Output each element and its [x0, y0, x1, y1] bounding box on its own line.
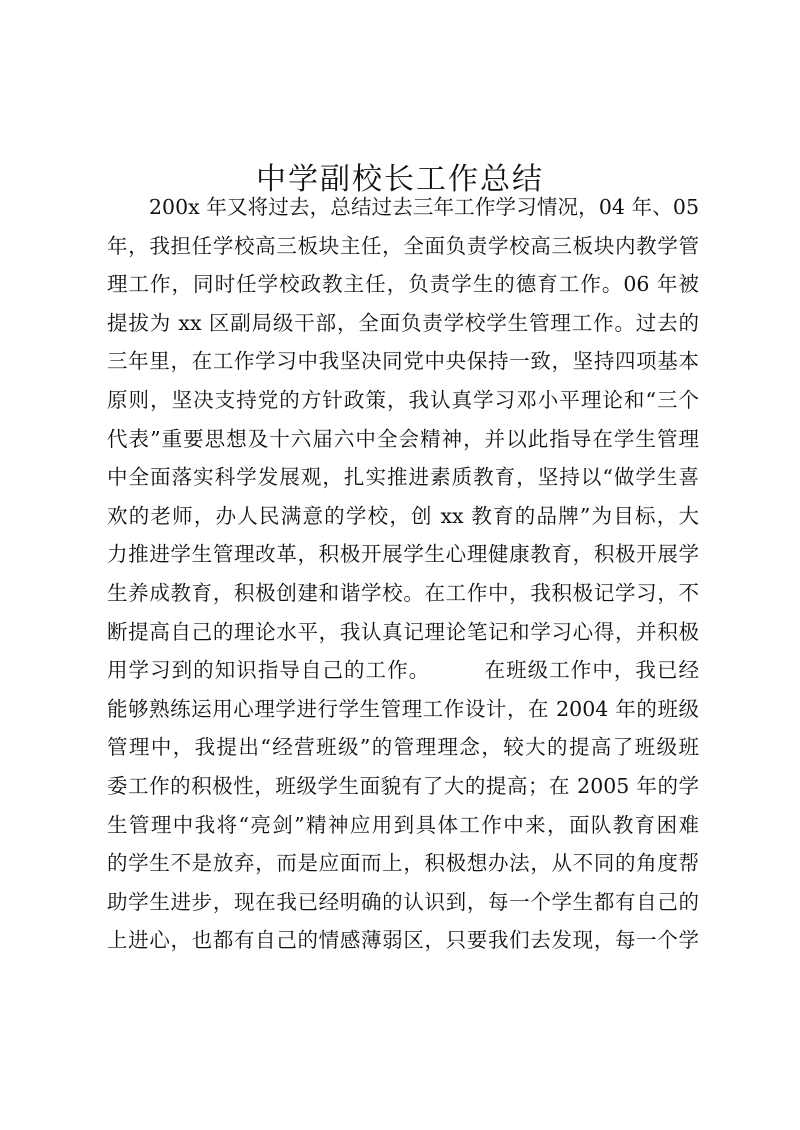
text-line: 理工作，同时任学校政教主任，负责学生的德育工作。06 年被 [107, 272, 699, 297]
text-line: 生养成教育，积极创建和谐学校。在工作中，我积极记学习，不 [107, 580, 699, 605]
text-line: 管理中，我提出“经营班级”的管理理念，较大的提高了班级班 [107, 735, 699, 760]
text-line: 力推进学生管理改革，积极开展学生心理健康教育，积极开展学 [107, 542, 699, 567]
text-line: 助学生进步，现在我已经明确的认识到，每一个学生都有自己的 [107, 889, 699, 914]
text-line: 能够熟练运用心理学进行学生管理工作设计，在 2004 年的班级 [107, 696, 699, 721]
text-line: 断提高自己的理论水平，我认真记理论笔记和学习心得，并积极 [107, 619, 699, 644]
text-line: 生管理中我将“亮剑”精神应用到具体工作中来，面队教育困难 [107, 812, 699, 837]
text-line: 委工作的积极性，班级学生面貌有了大的提高；在 2005 年的学 [107, 773, 699, 798]
document-title: 中学副校长工作总结 [256, 162, 544, 198]
document-body [107, 188, 699, 960]
text-line: 原则，坚决支持党的方针政策，我认真学习邓小平理论和“三个 [107, 387, 699, 412]
text-line: 代表”重要思想及十六届六中全会精神，并以此指导在学生管理 [107, 426, 699, 451]
text-line: 上进心，也都有自己的情感薄弱区，只要我们去发现，每一个学 [107, 928, 699, 953]
text-line: 用学习到的知识指导自己的工作。 在班级工作中，我已经 [107, 658, 699, 683]
text-line: 提拔为 xx 区副局级干部，全面负责学校学生管理工作。过去的 [107, 310, 699, 335]
text-line: 的学生不是放弃，而是应面而上，积极想办法，从不同的角度帮 [107, 851, 699, 876]
text-line: 欢的老师，办人民满意的学校，创 xx 教育的品牌”为目标，大 [107, 503, 699, 528]
text-line: 中全面落实科学发展观，扎实推进素质教育，坚持以“做学生喜 [107, 465, 699, 490]
text-line: 年，我担任学校高三板块主任，全面负责学校高三板块内教学管 [107, 233, 699, 258]
text-line: 200x 年又将过去，总结过去三年工作学习情况，04 年、05 [149, 195, 699, 219]
text-line: 三年里，在工作学习中我坚决同党中央保持一致，坚持四项基本 [107, 349, 699, 374]
